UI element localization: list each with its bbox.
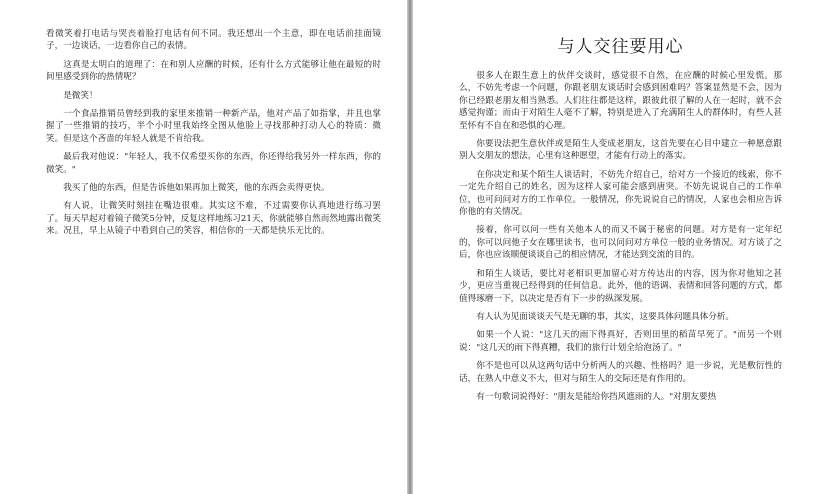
paragraph: 接着，你可以问一些有关他本人的而又不属于秘密的问题。对方是有一定年纪的，你可以问他子女在哪里读书，也可以问问对方单位一般的业务情况。对方谈了之后，你也应该顺便谈谈自己的相应情况，才能达到交流的目的。 [459,225,782,261]
paragraph: 看微笑着打电话与哭丧着脸打电话有何不同。我还想出一个主意，即在电话前挂面镜子，一边谈话，一边看你自己的表情。 [46,29,381,52]
paragraph: 最后我对他说："年轻人，我不仅希望买你的东西，你还得给我另外一样东西，你的微笑。" [46,152,381,175]
paragraph: 很多人在跟生意上的伙伴交谈时，感觉很不自然，在应酬的时候心里发慌。那么，不妨先考虑一个问题，你跟老朋友谈话时会感到困难吗？答案显然是不会，因为你已经跟老朋友相当熟悉。人们往往都是这样，跟彼此很了解的人在一起时，就不会感觉拘谨；而由于对陌生人毫不了解，特别是进入了充满陌生人的群体时，有些人甚至怀有不自在和恐惧的心理。 [459,71,782,131]
paragraph: 一个食品推销员曾经到我的家里来推销一种新产品，他对产品了如指掌，并且也掌握了一些推销的技巧，半个小时里我始终全图从他脸上寻找那种打动人心的特质：微笑。但是这个吝啬的年轻人就是不肯给我。 [46,109,381,144]
left-page [0,0,407,494]
chapter-title: 与人交往要用心 [557,37,684,57]
paragraph: 和陌生人谈话，要比对老相识更加留心对方传达出的内容，因为你对他知之甚少，更应当重视已经得到的任何信息。此外，他的语调、表情和回答问题的方式，都值得琢磨一下，以决定是否有下一步的纵深发展。 [459,268,782,304]
paragraph: 有人说，让微笑时刻挂在嘴边很难。其实这不难，不过需要你认真地进行练习罢了。每天早起对着镜子微笑5分钟，反复这样地练习21天，你就能够自然而然地露出微笑来。况且，早上从镜子中看到自己的笑容，相信你的一天都是快乐无比的。 [46,201,381,237]
paragraph: 是微笑！ [63,90,98,101]
paragraph: 在你决定和某个陌生人谈话时，不妨先介绍自己，给对方一个接近的线索，你不一定先介绍自己的姓名，因为这样人家可能会感到唐突。不妨先说说自己的工作单位，也可问问对方的工作单位。一般情况，你先说说自己的情况，人家也会相应告诉你他的有关情况。 [459,169,782,218]
paragraph: 你不是也可以从这两句话中分析两人的兴趣、性格吗？退一步说，光是敷衍性的话，在熟人中意义不大，但对与陌生人的交际还是有作用的。 [459,361,782,384]
paragraph: 我买了他的东西，但是告诉他如果再加上微笑，他的东西会卖得更快。 [63,183,330,194]
paragraph: 你要设法把生意伙伴或是陌生人变成老朋友，这首先要在心目中建立一种愿意跟别人交朋友的想法，心里有这种愿望，才能有行动上的落实。 [459,139,782,162]
paragraph: 有人认为见面谈谈天气是无聊的事，其实，这要具体问题具体分析。 [476,311,735,322]
right-page [413,0,820,494]
paragraph: 这真是太明白的道理了：在和别人应酬的时候，还有什么方式能够让他在最短的时间里感受到你的热情呢？ [46,59,381,83]
paragraph: 如果一个人说："这几天的雨下得真好，否则田里的稻苗早死了。"而另一个则说："这几天的雨下得真糟，我们的旅行计划全给泡汤了。" [459,330,782,353]
paragraph: 有一句歌词说得好："朋友是能给你挡风遮雨的人。"对朋友要热 [476,391,717,402]
